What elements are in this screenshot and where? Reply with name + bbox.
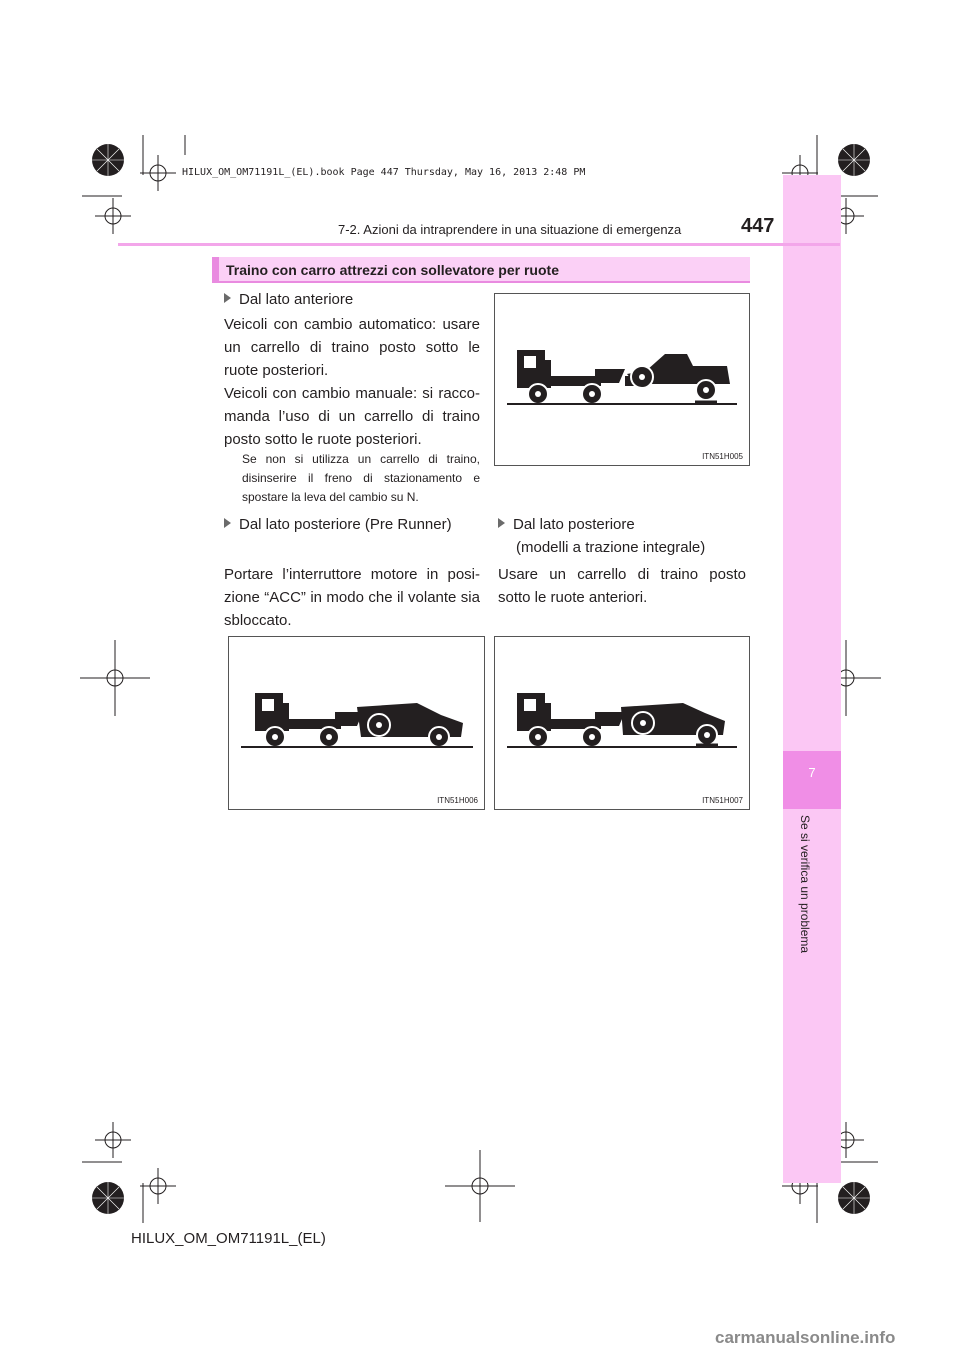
triangle-bullet-icon (224, 518, 231, 528)
section-title: 7-2. Azioni da intraprendere in una situazione di emergenza (338, 222, 682, 237)
front-para-2: Veicoli con cambio manuale: si racco-manda l’uso di un carrello di traino posto sotto le ruote posteriori. (224, 385, 480, 448)
rear-prerunner-para: Portare l’interruttore motore in posi-zione “ACC” in modo che il volante sia sbloccato. (224, 566, 480, 629)
book-stamp: HILUX_OM_OM71191L_(EL).book Page 447 Thursday, May 16, 2013 2:48 PM (182, 167, 586, 178)
rear-4wd-figure (494, 636, 750, 810)
watermark: carmanualsonline.info (715, 1328, 896, 1347)
header-rule (118, 243, 840, 246)
section-heading: Traino con carro attrezzi con sollevatore per ruote (226, 262, 559, 278)
tow-truck-illustration (495, 637, 749, 809)
chapter-number: 7 (808, 765, 816, 780)
tow-truck-illustration (229, 637, 484, 809)
page-number: 447 (741, 215, 775, 237)
rear-4wd-title: Dal lato posteriore (modelli a trazione integrale) (498, 513, 750, 559)
rear-prerunner-title: Dal lato posteriore (Pre Runner) (224, 513, 482, 536)
chapter-number-block (783, 751, 841, 809)
front-title: Dal lato anteriore (224, 288, 482, 311)
rear-prerunner-figure (228, 636, 485, 810)
front-tow-figure (494, 293, 750, 466)
tow-truck-illustration (495, 294, 749, 465)
footer-model-code: HILUX_OM_OM71191L_(EL) (131, 1230, 326, 1247)
figure-code: ITN51H007 (702, 796, 743, 805)
rear-4wd-para: Usare un carrello di traino posto sotto le ruote anteriori. (498, 566, 746, 606)
chapter-side-tab (783, 175, 841, 1183)
figure-code: ITN51H005 (702, 452, 743, 461)
chapter-label: Se si verifica un problema (798, 815, 812, 954)
triangle-bullet-icon (498, 518, 505, 528)
front-note: Se non si utilizza un carrello di traino, disinserire il freno di stazionamento e spostare la leva del cambio su N. (242, 452, 480, 504)
front-para-1: Veicoli con cambio automatico: usare un carrello di traino posto sotto le ruote posteriori. (224, 316, 480, 379)
figure-code: ITN51H006 (437, 796, 478, 805)
triangle-bullet-icon (224, 293, 231, 303)
section-heading-accent (212, 257, 219, 283)
